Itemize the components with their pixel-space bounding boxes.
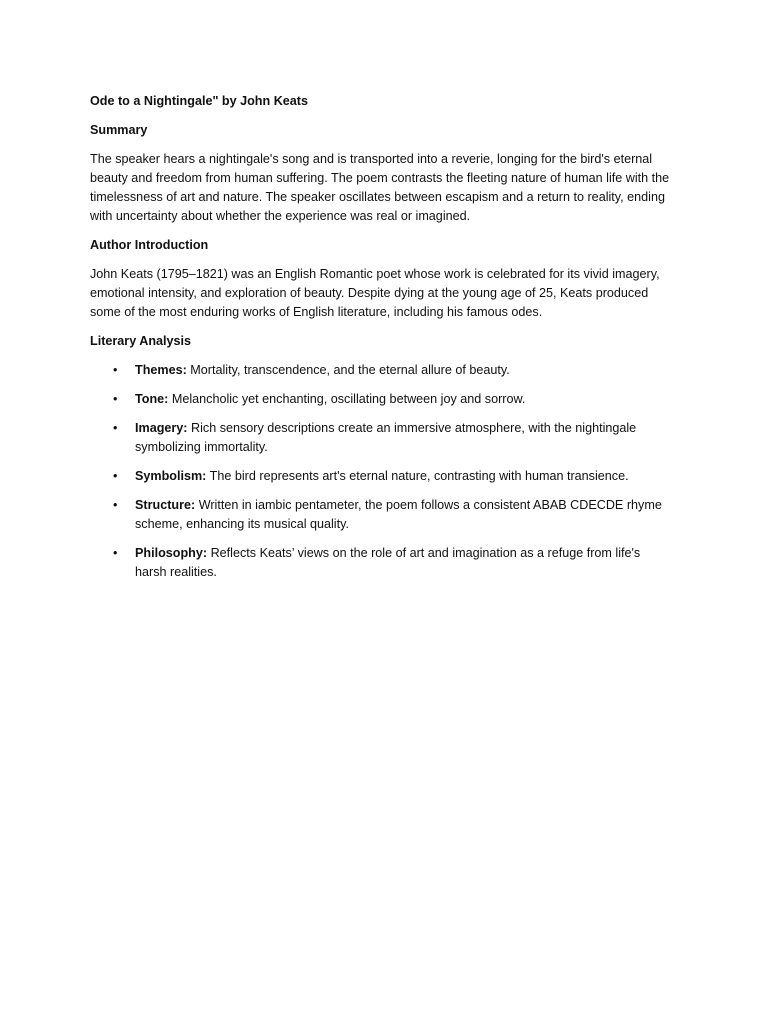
bullet-icon: • — [113, 546, 118, 560]
analysis-item-themes — [90, 361, 675, 380]
bullet-icon: • — [113, 363, 118, 377]
analysis-item-label: Structure: — [135, 498, 196, 512]
analysis-item-text: The bird represents art's eternal nature, contrasting with human transience. — [209, 469, 629, 483]
bullet-icon: • — [113, 469, 118, 483]
analysis-item-text: Reflects Keats’ views on the role of art and imagination as a refuge from life's harsh realities. — [135, 546, 641, 579]
analysis-item-text: Written in iambic pentameter, the poem follows a consistent ABAB CDECDE rhyme scheme, enhancing its musical quality. — [135, 498, 662, 531]
analysis-heading: Literary Analysis — [90, 334, 192, 348]
author-heading: Author Introduction — [90, 238, 209, 252]
author-paragraph: John Keats (1795–1821) was an English Romantic poet whose work is celebrated for its vivid imagery, emotional intensity, and exploration of beauty. Despite dying at the young age of 25, Keats produced some of the most enduring works of English literature, including his famous odes. — [90, 267, 660, 319]
analysis-item-tone — [90, 390, 675, 409]
analysis-item-label: Tone: — [135, 392, 169, 406]
analysis-list — [90, 361, 675, 582]
analysis-item-symbolism — [90, 467, 675, 486]
document-body — [90, 92, 675, 592]
analysis-item-label: Themes: — [135, 363, 187, 377]
analysis-item-label: Philosophy: — [135, 546, 208, 560]
analysis-item-text: Rich sensory descriptions create an immersive atmosphere, with the nightingale symbolizing immortality. — [135, 421, 637, 454]
analysis-item-text: Mortality, transcendence, and the eternal allure of beauty. — [190, 363, 510, 377]
analysis-item-structure — [90, 496, 675, 534]
analysis-item-label: Imagery: — [135, 421, 188, 435]
analysis-item-text: Melancholic yet enchanting, oscillating between joy and sorrow. — [171, 392, 526, 406]
analysis-item-imagery — [90, 419, 675, 457]
document-title: Ode to a Nightingale" by John Keats — [90, 94, 308, 108]
bullet-icon: • — [113, 392, 118, 406]
summary-paragraph: The speaker hears a nightingale's song and is transported into a reverie, longing for the bird's eternal beauty and freedom from human suffering. The poem contrasts the fleeting nature of human life with the timelessness of art and nature. The speaker oscillates between escapism and a return to reality, ending with uncertainty about whether the experience was real or imagined. — [90, 152, 670, 223]
summary-heading: Summary — [90, 123, 148, 137]
bullet-icon: • — [113, 421, 118, 435]
analysis-item-philosophy — [90, 544, 675, 582]
analysis-item-label: Symbolism: — [135, 469, 207, 483]
bullet-icon: • — [113, 498, 118, 512]
